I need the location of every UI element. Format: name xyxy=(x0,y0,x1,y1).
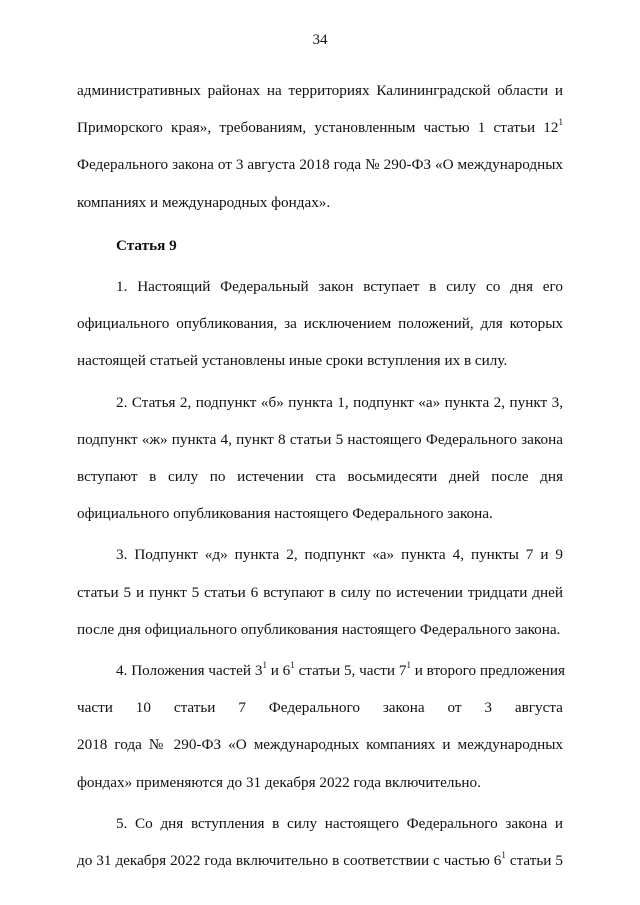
text-line: 5. Со дня вступления в силу настоящего Федерального закона и xyxy=(116,814,563,832)
superscript: 1 xyxy=(290,660,295,671)
text-line: 3. Подпункт «д» пункта 2, подпункт «а» пункта 4, пункты 7 и 9 xyxy=(116,546,563,564)
word: части xyxy=(77,699,113,717)
paragraph-4 xyxy=(77,652,563,801)
text-line: официального опубликования настоящего Федерального закона. xyxy=(77,505,493,523)
word: 7 xyxy=(238,699,246,717)
document-body xyxy=(77,72,563,879)
text-line: статьи 5 и пункт 5 статьи 6 вступают в силу по истечении тридцати дней xyxy=(77,583,563,601)
word: Федерального xyxy=(268,699,360,717)
text-line: 2. Статья 2, подпункт «б» пункта 1, подпункт «а» пункта 2, пункт 3, xyxy=(116,393,563,411)
paragraph-1 xyxy=(77,268,563,380)
superscript: 1 xyxy=(262,660,267,671)
text-line: 2018 года № 290-ФЗ «О международных компаниях и международных xyxy=(77,736,563,754)
text-line: компаниях и международных фондах». xyxy=(77,193,331,211)
paragraph-5 xyxy=(77,805,563,879)
intro-paragraph xyxy=(77,72,563,221)
word: статьи xyxy=(173,699,216,717)
text-line: вступают в силу по истечении ста восьмидесяти дней после дня xyxy=(77,468,563,486)
text-line: Федерального закона от 3 августа 2018 года № 290-ФЗ «О международных xyxy=(77,156,563,174)
superscript: 1 xyxy=(558,117,563,128)
text-line: административных районах на территориях Калининградской области и xyxy=(77,82,563,99)
superscript: 1 xyxy=(406,660,411,671)
word: от xyxy=(447,699,462,717)
text-line: подпункт «ж» пункта 4, пункт 8 статьи 5 настоящего Федерального закона xyxy=(77,430,563,448)
word: августа xyxy=(514,699,563,717)
page-number: 34 xyxy=(312,32,328,48)
text-line: фондах» применяются до 31 декабря 2022 года включительно. xyxy=(77,773,481,791)
word: 3 xyxy=(484,699,492,717)
text-line xyxy=(77,689,563,726)
article-heading: Статья 9 xyxy=(116,236,177,254)
text-line: официального опубликования, за исключением положений, для которых xyxy=(77,315,563,333)
paragraph-3 xyxy=(77,536,563,648)
word: закона xyxy=(382,699,425,717)
word: 10 xyxy=(135,699,151,717)
text-line: настоящей статьей установлены иные сроки вступления их в силу. xyxy=(77,352,508,370)
paragraph-2 xyxy=(77,384,563,533)
text-line: 1. Настоящий Федеральный закон вступает в силу со дня его xyxy=(116,278,563,296)
text-line: до 31 декабря 2022 года включительно в соответствии с частью $6^1$ статьи 5 xyxy=(77,850,563,870)
text-line: после дня официального опубликования настоящего Федерального закона. xyxy=(77,620,561,638)
text-line: 4. Положения частей $3^1$ и $6^1$ статьи 5, части $7^1$ и второго предложения xyxy=(116,660,565,680)
text-line: Приморского края», требованиям, установленным частью 1 статьи $12^1$ xyxy=(77,117,563,137)
superscript: 1 xyxy=(501,850,506,861)
